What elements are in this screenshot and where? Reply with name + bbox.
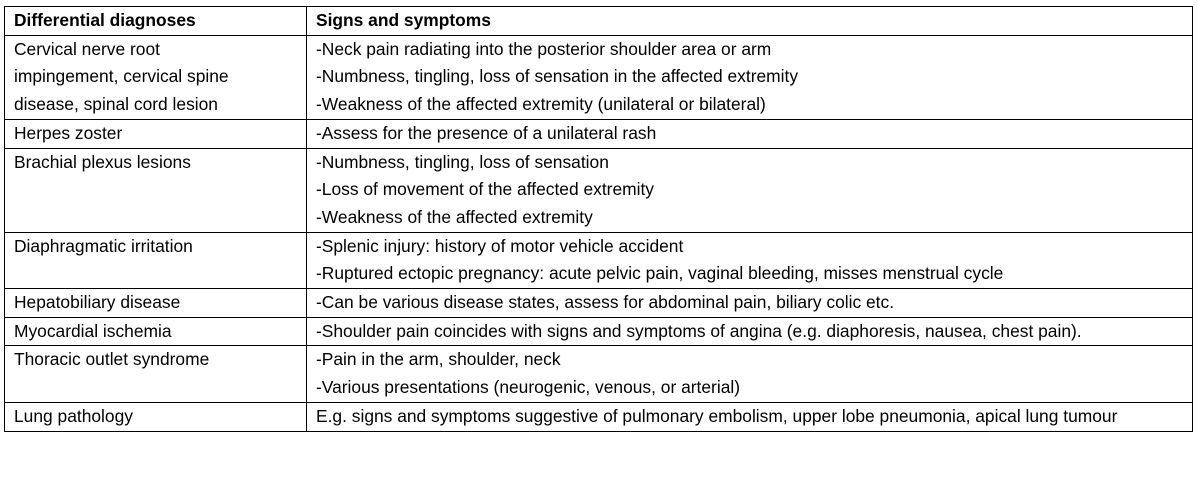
table-row (5, 148, 1193, 232)
table-row (5, 232, 1193, 288)
sign-item: -Weakness of the affected extremity (unilateral or bilateral) (316, 94, 766, 115)
signs-cell (307, 289, 1193, 318)
table-row (5, 35, 1193, 119)
diagnosis-text: Thoracic outlet syndrome (14, 349, 210, 370)
diagnosis-cell (5, 119, 307, 148)
header-differential-diagnoses: Differential diagnoses (5, 7, 307, 36)
sign-item: -Splenic injury: history of motor vehicle accident (316, 235, 684, 256)
diagnosis-cell (5, 289, 307, 318)
table-row (5, 119, 1193, 148)
diagnosis-text: Diaphragmatic irritation (14, 235, 193, 256)
table-body (5, 35, 1193, 431)
signs-cell (307, 317, 1193, 346)
diagnosis-text: Lung pathology (14, 405, 133, 426)
sign-item: -Neck pain radiating into the posterior shoulder area or arm (316, 38, 772, 59)
differential-diagnoses-table (4, 6, 1193, 432)
sign-item: -Can be various disease states, assess for abdominal pain, biliary colic etc. (316, 292, 895, 313)
sign-item: -Assess for the presence of a unilateral rash (316, 122, 657, 143)
sign-item: -Weakness of the affected extremity (316, 206, 593, 227)
table-row (5, 346, 1193, 402)
header-signs-and-symptoms: Signs and symptoms (307, 7, 1193, 36)
diagnosis-cell (5, 317, 307, 346)
diagnosis-cell (5, 35, 307, 119)
diagnosis-cell (5, 232, 307, 288)
table-row (5, 402, 1193, 431)
diagnosis-cell (5, 148, 307, 232)
table-header (5, 7, 1193, 36)
sign-item: -Shoulder pain coincides with signs and symptoms of angina (e.g. diaphoresis, nausea, chest pain). (316, 320, 1082, 341)
diagnosis-text: impingement, cervical spine (14, 66, 229, 87)
diagnosis-text: Brachial plexus lesions (14, 151, 191, 172)
diagnosis-cell (5, 346, 307, 402)
sign-item: -Pain in the arm, shoulder, neck (316, 349, 561, 370)
sign-item: E.g. signs and symptoms suggestive of pulmonary embolism, upper lobe pneumonia, apical lung tumour (316, 405, 1118, 426)
diagnosis-text: disease, spinal cord lesion (14, 94, 218, 115)
header-row (5, 7, 1193, 36)
diagnosis-text: Hepatobiliary disease (14, 292, 181, 313)
signs-cell (307, 346, 1193, 402)
table-row (5, 317, 1193, 346)
signs-cell (307, 232, 1193, 288)
sign-item: -Various presentations (neurogenic, venous, or arterial) (316, 377, 741, 398)
table-row (5, 289, 1193, 318)
diagnosis-text: Cervical nerve root (14, 38, 160, 59)
signs-cell (307, 119, 1193, 148)
diagnosis-cell (5, 402, 307, 431)
sign-item: -Numbness, tingling, loss of sensation (316, 151, 609, 172)
signs-cell (307, 35, 1193, 119)
signs-cell (307, 148, 1193, 232)
diagnosis-text: Myocardial ischemia (14, 320, 172, 341)
sign-item: -Numbness, tingling, loss of sensation in the affected extremity (316, 66, 799, 87)
signs-cell (307, 402, 1193, 431)
sign-item: -Loss of movement of the affected extremity (316, 179, 654, 200)
diagnosis-text: Herpes zoster (14, 122, 123, 143)
sign-item: -Ruptured ectopic pregnancy: acute pelvic pain, vaginal bleeding, misses menstrual cycle (316, 263, 1004, 284)
